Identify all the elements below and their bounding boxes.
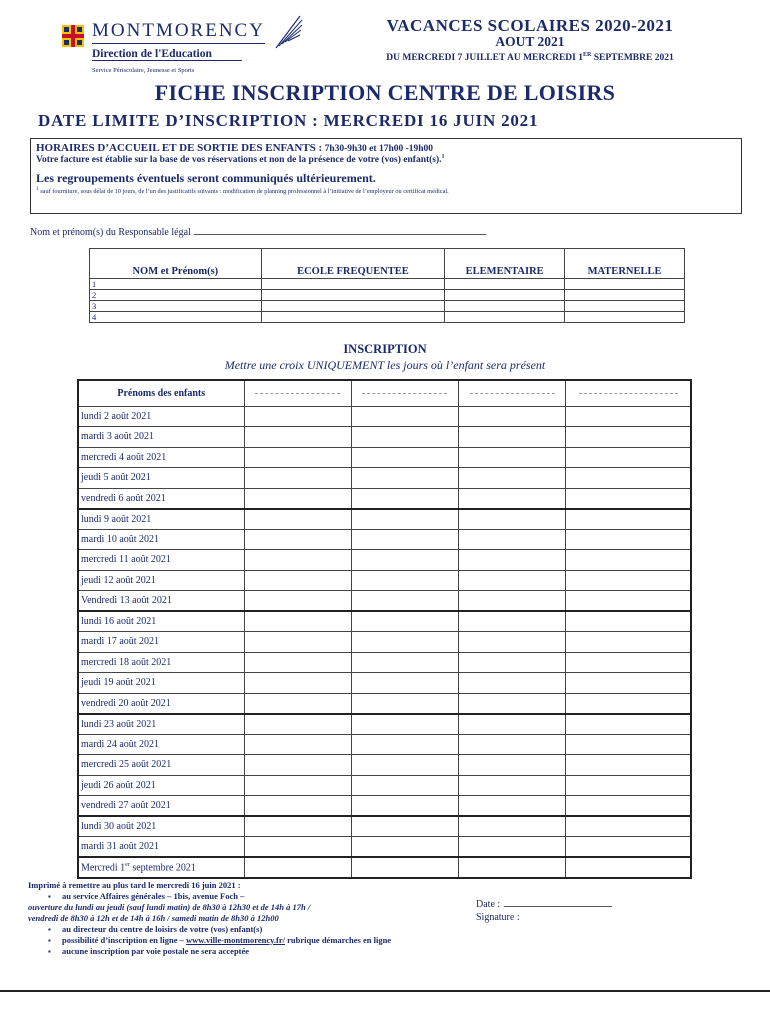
montmorency-logo bbox=[62, 18, 322, 78]
attendance-cell[interactable] bbox=[244, 837, 351, 858]
attendance-cell[interactable] bbox=[459, 529, 566, 550]
attendance-cell[interactable] bbox=[459, 550, 566, 571]
header-block bbox=[330, 16, 730, 63]
attendance-cell[interactable] bbox=[459, 570, 566, 591]
table-row bbox=[78, 529, 691, 550]
attendance-cell[interactable] bbox=[566, 755, 691, 776]
day-label: Vendredi 13 août 2021 bbox=[78, 591, 244, 612]
table-row bbox=[78, 591, 691, 612]
responsible-label: Nom et prénom(s) du Responsable légal bbox=[30, 227, 191, 238]
table-row bbox=[78, 611, 691, 632]
col-nom: NOM et Prénom(s) bbox=[90, 249, 262, 279]
attendance-cell[interactable] bbox=[459, 775, 566, 796]
attendance-cell[interactable] bbox=[459, 632, 566, 653]
attendance-cell[interactable] bbox=[566, 652, 691, 673]
website-link[interactable]: www.ville-montmorency.fr/ bbox=[185, 935, 285, 945]
table-row bbox=[78, 488, 691, 509]
attendance-cell[interactable] bbox=[244, 427, 351, 448]
responsible-input-line[interactable] bbox=[194, 225, 486, 235]
table-row bbox=[78, 755, 691, 776]
wing-emblem-icon bbox=[272, 14, 304, 50]
table-row bbox=[78, 816, 691, 837]
table-row bbox=[78, 775, 691, 796]
inscription-title: INSCRIPTION bbox=[343, 342, 427, 356]
attendance-cell[interactable] bbox=[459, 468, 566, 489]
day-label: mercredi 25 août 2021 bbox=[78, 755, 244, 776]
attendance-cell[interactable] bbox=[459, 837, 566, 858]
date-signature-block bbox=[476, 898, 612, 924]
table-row bbox=[78, 447, 691, 468]
child-name-cell[interactable] bbox=[459, 380, 566, 406]
day-label: Mercredi 1er septembre 2021 bbox=[78, 857, 244, 878]
attendance-cell[interactable] bbox=[351, 427, 458, 448]
day-label: mardi 24 août 2021 bbox=[78, 734, 244, 755]
attendance-cell[interactable] bbox=[566, 632, 691, 653]
days-table bbox=[77, 379, 692, 879]
day-label: vendredi 6 août 2021 bbox=[78, 488, 244, 509]
day-label: vendredi 20 août 2021 bbox=[78, 693, 244, 714]
attendance-cell[interactable] bbox=[351, 816, 458, 837]
attendance-cell[interactable] bbox=[566, 550, 691, 571]
attendance-cell[interactable] bbox=[566, 529, 691, 550]
attendance-cell[interactable] bbox=[351, 611, 458, 632]
attendance-cell[interactable] bbox=[351, 406, 458, 427]
table-row bbox=[78, 406, 691, 427]
attendance-cell[interactable] bbox=[351, 714, 458, 735]
attendance-cell[interactable] bbox=[459, 714, 566, 735]
child-name-cell[interactable] bbox=[244, 380, 351, 406]
attendance-cell[interactable] bbox=[351, 673, 458, 694]
header-vacances: VACANCES SCOLAIRES 2020-2021 bbox=[386, 16, 674, 35]
deadline: DATE LIMITE D’INSCRIPTION : MERCREDI 16 JUIN 2021 bbox=[38, 111, 539, 130]
day-label: jeudi 26 août 2021 bbox=[78, 775, 244, 796]
signature-label: Signature : bbox=[476, 912, 520, 923]
table-row bbox=[78, 509, 691, 530]
col-maternelle: MATERNELLE bbox=[565, 249, 685, 279]
date-field[interactable]: Date : bbox=[476, 898, 612, 911]
attendance-cell[interactable] bbox=[351, 775, 458, 796]
page-title: FICHE INSCRIPTION CENTRE DE LOISIRS bbox=[154, 80, 616, 105]
attendance-cell[interactable] bbox=[566, 734, 691, 755]
attendance-cell[interactable] bbox=[459, 611, 566, 632]
attendance-cell[interactable] bbox=[459, 427, 566, 448]
day-label: jeudi 19 août 2021 bbox=[78, 673, 244, 694]
table-row[interactable]: 4 bbox=[90, 312, 685, 323]
attendance-cell[interactable] bbox=[566, 796, 691, 817]
attendance-cell[interactable] bbox=[459, 734, 566, 755]
day-label: mardi 17 août 2021 bbox=[78, 632, 244, 653]
attendance-cell[interactable] bbox=[351, 755, 458, 776]
day-label: lundi 2 août 2021 bbox=[78, 406, 244, 427]
attendance-cell[interactable] bbox=[566, 837, 691, 858]
attendance-cell[interactable] bbox=[351, 693, 458, 714]
attendance-cell[interactable] bbox=[459, 591, 566, 612]
attendance-cell[interactable] bbox=[244, 488, 351, 509]
day-label: mercredi 18 août 2021 bbox=[78, 652, 244, 673]
attendance-cell[interactable] bbox=[244, 468, 351, 489]
logo-name: MONTMORENCY bbox=[92, 20, 265, 44]
attendance-cell[interactable] bbox=[459, 816, 566, 837]
attendance-cell[interactable] bbox=[244, 693, 351, 714]
day-label: mardi 10 août 2021 bbox=[78, 529, 244, 550]
attendance-cell[interactable] bbox=[351, 632, 458, 653]
table-row bbox=[78, 796, 691, 817]
attendance-cell[interactable] bbox=[459, 796, 566, 817]
table-row bbox=[78, 693, 691, 714]
day-label: lundi 30 août 2021 bbox=[78, 816, 244, 837]
attendance-cell[interactable] bbox=[351, 591, 458, 612]
attendance-cell[interactable] bbox=[244, 632, 351, 653]
bottom-divider bbox=[0, 990, 770, 992]
day-label: jeudi 5 août 2021 bbox=[78, 468, 244, 489]
table-row bbox=[78, 550, 691, 571]
child-name-cell[interactable] bbox=[566, 380, 691, 406]
table-row bbox=[78, 632, 691, 653]
table-row[interactable]: 1 bbox=[90, 279, 685, 290]
table-row bbox=[78, 570, 691, 591]
footer-item-online: ▪ possibilité d’inscription en ligne – www.ville-montmorency.fr/ rubrique démarches en ligne bbox=[48, 935, 548, 946]
attendance-cell[interactable] bbox=[566, 509, 691, 530]
attendance-cell[interactable] bbox=[351, 529, 458, 550]
attendance-cell[interactable] bbox=[244, 755, 351, 776]
col-prenoms: Prénoms des enfants bbox=[78, 380, 244, 406]
header-month: AOUT 2021 bbox=[495, 34, 565, 49]
table-row bbox=[78, 714, 691, 735]
attendance-cell[interactable] bbox=[566, 406, 691, 427]
attendance-cell[interactable] bbox=[351, 857, 458, 878]
day-label: jeudi 12 août 2021 bbox=[78, 570, 244, 591]
attendance-cell[interactable] bbox=[351, 837, 458, 858]
table-row bbox=[78, 857, 691, 878]
table-row bbox=[78, 652, 691, 673]
attendance-cell[interactable] bbox=[459, 857, 566, 878]
children-table bbox=[89, 248, 685, 323]
attendance-cell[interactable] bbox=[244, 652, 351, 673]
attendance-cell[interactable] bbox=[351, 570, 458, 591]
day-label: mardi 3 août 2021 bbox=[78, 427, 244, 448]
attendance-cell[interactable] bbox=[244, 673, 351, 694]
attendance-cell[interactable] bbox=[351, 796, 458, 817]
attendance-cell[interactable] bbox=[244, 509, 351, 530]
attendance-cell[interactable] bbox=[351, 550, 458, 571]
table-row bbox=[78, 837, 691, 858]
attendance-cell[interactable] bbox=[351, 652, 458, 673]
attendance-cell[interactable] bbox=[566, 775, 691, 796]
day-label: mardi 31 août 2021 bbox=[78, 837, 244, 858]
day-label: lundi 16 août 2021 bbox=[78, 611, 244, 632]
attendance-cell[interactable] bbox=[244, 570, 351, 591]
attendance-cell[interactable] bbox=[566, 591, 691, 612]
attendance-cell[interactable] bbox=[244, 447, 351, 468]
attendance-cell[interactable] bbox=[244, 406, 351, 427]
footer-intro: Imprimé à remettre au plus tard le mercredi 16 juin 2021 : bbox=[28, 880, 241, 890]
attendance-cell[interactable] bbox=[566, 468, 691, 489]
attendance-cell[interactable] bbox=[351, 447, 458, 468]
hours-line: HORAIRES D’ACCUEIL ET DE SORTIE DES ENFANTS : 7h30-9h30 et 17h00 -19h00 bbox=[36, 142, 434, 154]
attendance-cell[interactable] bbox=[244, 734, 351, 755]
attendance-cell[interactable] bbox=[244, 714, 351, 735]
attendance-cell[interactable] bbox=[351, 488, 458, 509]
attendance-cell[interactable] bbox=[351, 734, 458, 755]
col-ecole: ECOLE FREQUENTEE bbox=[261, 249, 445, 279]
col-elementaire: ELEMENTAIRE bbox=[445, 249, 565, 279]
attendance-cell[interactable] bbox=[459, 509, 566, 530]
header-period: DU MERCREDI 7 JUILLET AU MERCREDI 1ER SEPTEMBRE 2021 bbox=[386, 52, 674, 64]
attendance-cell[interactable] bbox=[566, 857, 691, 878]
footer-instructions bbox=[28, 880, 548, 957]
attendance-cell[interactable] bbox=[244, 529, 351, 550]
footer-hours-2: vendredi de 8h30 à 12h et de 14h à 16h / samedi matin de 8h30 à 12h00 bbox=[28, 913, 279, 923]
attendance-cell[interactable] bbox=[459, 673, 566, 694]
attendance-cell[interactable] bbox=[244, 611, 351, 632]
attendance-cell[interactable] bbox=[459, 406, 566, 427]
invoice-note: Votre facture est établie sur la base de vos réservations et non de la présence de votre (vos) enfant(s).$^1$ bbox=[36, 154, 445, 166]
footer-item-postal: ▪ aucune inscription par voie postale ne sera acceptée bbox=[48, 946, 548, 957]
footer-item-service: ▪ au service Affaires générales – 1bis, avenue Foch – bbox=[48, 891, 548, 902]
day-label: lundi 23 août 2021 bbox=[78, 714, 244, 735]
table-row bbox=[78, 468, 691, 489]
attendance-cell[interactable] bbox=[566, 611, 691, 632]
attendance-cell[interactable] bbox=[351, 509, 458, 530]
groups-note: Les regroupements éventuels seront communiqués ultérieurement. bbox=[36, 171, 376, 186]
child-name-cell[interactable] bbox=[351, 380, 458, 406]
info-box bbox=[30, 138, 742, 214]
attendance-cell[interactable] bbox=[566, 427, 691, 448]
footnote: $^1$ sauf fourniture, sous délai de 10 jours, de l’un des justificatifs suivants : modification de planning professionnel à l’initiative de l’employeur ou certificat médical. bbox=[36, 186, 449, 196]
attendance-cell[interactable] bbox=[459, 652, 566, 673]
attendance-cell[interactable] bbox=[459, 488, 566, 509]
city-crest-icon bbox=[62, 25, 84, 47]
attendance-cell[interactable] bbox=[566, 673, 691, 694]
attendance-cell[interactable] bbox=[566, 693, 691, 714]
table-row bbox=[78, 734, 691, 755]
day-label: vendredi 27 août 2021 bbox=[78, 796, 244, 817]
attendance-cell[interactable] bbox=[244, 550, 351, 571]
attendance-cell[interactable] bbox=[566, 447, 691, 468]
day-label: lundi 9 août 2021 bbox=[78, 509, 244, 530]
table-row[interactable]: 2 bbox=[90, 290, 685, 301]
day-label: mercredi 11 août 2021 bbox=[78, 550, 244, 571]
day-label: mercredi 4 août 2021 bbox=[78, 447, 244, 468]
attendance-cell[interactable] bbox=[459, 693, 566, 714]
attendance-cell[interactable] bbox=[566, 488, 691, 509]
logo-service: Service Périscolaire, Jeunesse et Sports bbox=[92, 67, 195, 74]
table-row[interactable]: 3 bbox=[90, 301, 685, 312]
responsible-field[interactable] bbox=[30, 225, 486, 238]
attendance-cell[interactable] bbox=[244, 816, 351, 837]
footer-hours-1: ouverture du lundi au jeudi (sauf lundi matin) de 8h30 à 12h30 et de 14h à 17h / bbox=[28, 902, 311, 912]
attendance-cell[interactable] bbox=[459, 755, 566, 776]
attendance-cell[interactable] bbox=[566, 714, 691, 735]
footer-item-director: ▪ au directeur du centre de loisirs de votre (vos) enfant(s) bbox=[48, 924, 548, 935]
logo-direction: Direction de l'Education bbox=[92, 48, 242, 61]
attendance-cell[interactable] bbox=[244, 775, 351, 796]
attendance-cell[interactable] bbox=[566, 570, 691, 591]
attendance-cell[interactable] bbox=[244, 591, 351, 612]
inscription-subtitle: Mettre une croix UNIQUEMENT les jours où l’enfant sera présent bbox=[224, 358, 546, 372]
attendance-cell[interactable] bbox=[244, 857, 351, 878]
attendance-cell[interactable] bbox=[459, 447, 566, 468]
table-row bbox=[78, 427, 691, 448]
attendance-cell[interactable] bbox=[351, 468, 458, 489]
attendance-cell[interactable] bbox=[566, 816, 691, 837]
table-row bbox=[78, 673, 691, 694]
attendance-cell[interactable] bbox=[244, 796, 351, 817]
